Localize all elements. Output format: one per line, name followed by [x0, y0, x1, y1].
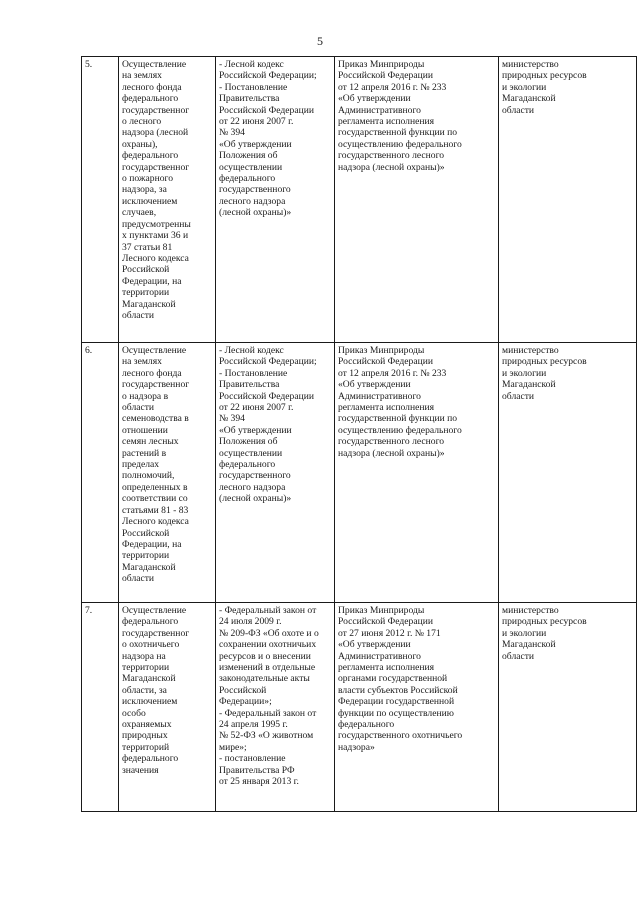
regulation-cell: Приказ Минприроды Российской Федерации от 27 июня 2012 г. № 171 «Об утверждении Административного регламента исполнения органами государственной власти субъектов Российской Федерации государственной функции по осуществлению федерального государственного охотничьего надзора»	[335, 603, 499, 812]
row-number: 5.	[82, 57, 119, 343]
supervision-type-cell: Осуществление федерального государственног о охотничьего надзора на территории Магаданской области, за исключением особо охраняемых природных территорий федерального значения	[119, 603, 216, 812]
table-row	[82, 603, 637, 812]
regulation-cell: Приказ Минприроды Российской Федерации от 12 апреля 2016 г. № 233 «Об утверждении Административного регламента исполнения государственной функции по осуществлению федерального государственного лесного надзора (лесной охраны)»	[335, 343, 499, 603]
legal-basis-cell: - Лесной кодекс Российской Федерации; - Постановление Правительства Российской Федерации от 22 июня 2007 г. № 394 «Об утверждении Положения об осуществлении федерального государственного лесного надзора (лесной охраны)»	[216, 343, 335, 603]
authority-cell: министерство природных ресурсов и экологии Магаданской области	[499, 603, 637, 812]
authority-cell: министерство природных ресурсов и экологии Магаданской области	[499, 57, 637, 343]
legal-basis-cell: - Лесной кодекс Российской Федерации; - Постановление Правительства Российской Федерации от 22 июня 2007 г. № 394 «Об утверждении Положения об осуществлении федерального государственного лесного надзора (лесной охраны)»	[216, 57, 335, 343]
row-number: 6.	[82, 343, 119, 603]
regulation-cell: Приказ Минприроды Российской Федерации от 12 апреля 2016 г. № 233 «Об утверждении Административного регламента исполнения государственной функции по осуществлению федерального государственного лесного надзора (лесной охраны)»	[335, 57, 499, 343]
supervision-type-cell: Осуществление на землях лесного фонда государственног о надзора в области семеноводства в отношении семян лесных растений в пределах полномочий, определенных в соответствии со статьями 81 - 83 Лесного кодекса Российской Федерации, на территории Магаданской области	[119, 343, 216, 603]
supervision-type-cell: Осуществление на землях лесного фонда федерального государственног о лесного надзора (лесной охраны), федерального государственног о пожарного надзора, за исключением случаев, предусмотренны х пунктами 36 и 37 статьи 81 Лесного кодекса Российской Федерации, на территории Магаданской области	[119, 57, 216, 343]
authority-cell: министерство природных ресурсов и экологии Магаданской области	[499, 343, 637, 603]
table-row	[82, 57, 637, 343]
row-number: 7.	[82, 603, 119, 812]
supervision-table	[81, 56, 637, 812]
page-number: 5	[317, 34, 323, 48]
legal-basis-cell: - Федеральный закон от 24 июля 2009 г. № 209-ФЗ «Об охоте и о сохранении охотничьих ресурсов и о внесении изменений в отдельные законодательные акты Российской Федерации»; - Федеральный закон от 24 апреля 1995 г. № 52-ФЗ «О животном мире»; - постановление Правительства РФ от 25 января 2013 г.	[216, 603, 335, 812]
table-row	[82, 343, 637, 603]
